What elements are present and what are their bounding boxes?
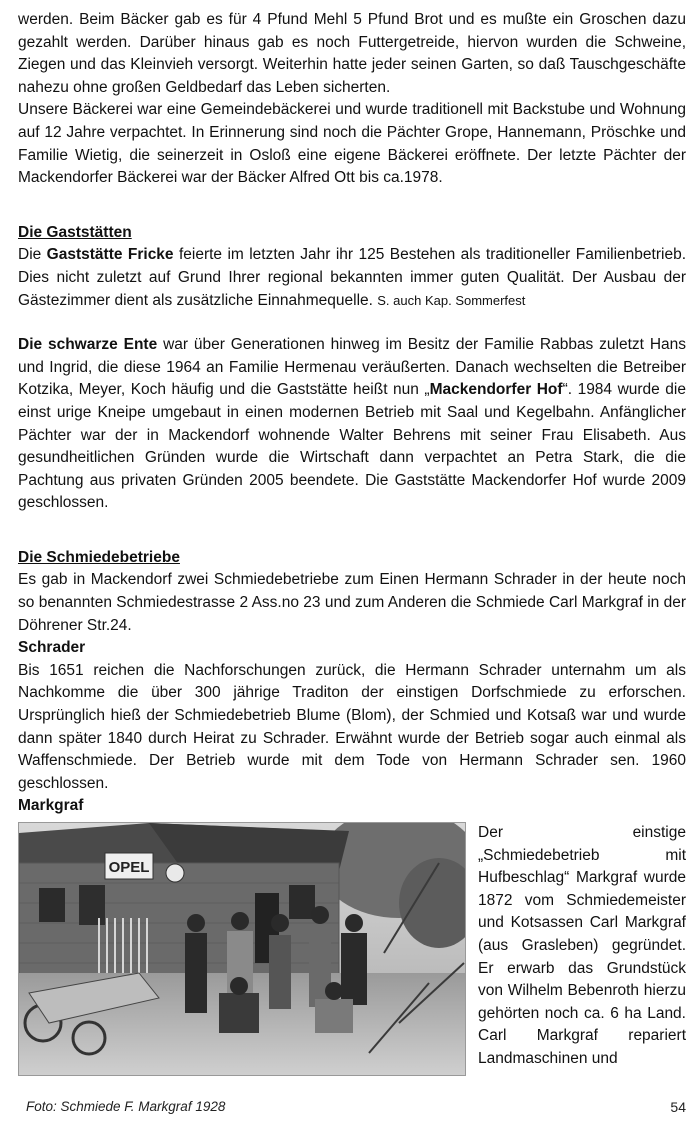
paragraph-schwarze-ente <box>18 334 686 515</box>
paragraph-gaststaette-fricke <box>18 244 686 312</box>
heading-schrader: Schrader <box>18 639 86 657</box>
sign-text: OPEL <box>108 859 150 876</box>
paragraph-markgraf: Der einstige „Schmiedebetrieb mit Hufbeschlag“ Markgraf wurde 1872 vom Schmiedemeister und Kotsassen Carl Markgraf (aus Grasleben) gegründet. Er erwarb das Grundstück von Wilhelm Bebenroth hierzu gehörten noch ca. 6 ha Land. Carl Markgraf repariert Landmaschinen und <box>478 824 686 1067</box>
figure-row <box>18 822 686 1084</box>
page-number: 54 <box>670 1099 686 1115</box>
bold-name-mackendorfer-hof: Mackendorfer Hof <box>429 381 563 399</box>
text-run: feierte im letzten Jahr ihr 125 Bestehen als traditioneller Familienbetrieb. Dies nicht zuletzt auf Grund Ihrer regional bekannten immer guten Qualität. Der Ausbau der Gästezimmer dient als zusätzliche Einnahmequelle. <box>18 246 686 309</box>
heading-markgraf: Markgraf <box>18 797 84 815</box>
heading-schmiedebetriebe: Die Schmiedebetriebe <box>18 548 180 566</box>
text-run: “. 1984 wurde die einst urige Kneipe umgebaut in einen modernen Betrieb mit Saal und Kegelbahn. Anfänglicher Pächter war der in Mackendorf wohnende Walter Behrens mit seiner Frau Elisabeth. Aus gesundheitlichen Gründen wurde die Wirtschaft dann verpachtet an Petra Stark, die die Pachtung aus privaten Gründen 2005 beendete. Die Gaststätte Mackendorfer Hof wurde 2009 geschlossen. <box>18 381 686 512</box>
photo-schmiede-markgraf <box>18 822 466 1076</box>
cross-reference: S. auch Kap. Sommerfest <box>377 292 526 308</box>
text-run: war über Generationen hinweg im Besitz der Familie Rabbas zuletzt Hans und Ingrid, die diese 1964 an Familie Hermenau veräußerten. Danach wechselten die Betreiber Kotzika, Meyer, Koch häufig und die Gaststätte heißt nun „ <box>18 336 687 399</box>
paragraph-schmiedebetriebe: Es gab in Mackendorf zwei Schmiedebetriebe zum Einen Hermann Schrader in der heute noch so benannten Schmiedestrasse 2 Ass.no 23 und zum Anderen die Schmiede Carl Markgraf in der Döhrener Str.24. <box>18 571 686 634</box>
text-run: Die <box>18 246 47 264</box>
bold-name-fricke: Gaststätte Fricke <box>46 246 174 264</box>
bold-name-schwarze-ente: Die schwarze Ente <box>18 336 158 354</box>
photo-illustration <box>19 823 465 1075</box>
paragraph-baeckerei-1: werden. Beim Bäcker gab es für 4 Pfund Mehl 5 Pfund Brot und es mußte ein Groschen dazu gezahlt werden. Darüber hinaus gab es noch Futtergetreide, hiervon wurden die Schweine, Ziegen und das Kleinvieh versorgt. Weiterhin hatte jeder seinen Garten, so daß Tauschgeschäfte nahezu ohne großen Geldbedarf das Leben sicherten. <box>18 11 686 96</box>
paragraph-baeckerei-2: Unsere Bäckerei war eine Gemeindebäckerei und wurde traditionell mit Backstube und Wohnung auf 12 Jahre verpachtet. In Erinnerung sind noch die Pächter Grope, Hannemann, Pröschke und Familie Wietig, die seinerzeit in Osloß eine eigene Bäckerei eröffnete. Der letzte Pächter der Mackendorfer Bäckerei war der Bäcker Alfred Ott bis ca.1978. <box>18 101 686 187</box>
photo-caption: Foto: Schmiede F. Markgraf 1928 <box>26 1099 226 1114</box>
paragraph-schrader: Bis 1651 reichen die Nachforschungen zurück, die Hermann Schrader unternahm um als Nachkomme die über 300 jährige Traditon der einstigen Dorfschmiede zu erforschen. Ursprünglich hieß der Schmiedebetrieb Blume (Blom), der Schmied und Kotsaß war und wurde dann später 1840 durch Heirat zu Schrader. Erwähnt wurde der Betrieb sogar auch einmal als Waffenschmiede. Der Betrieb wurde mit dem Tode von Hermann Schrader sen. 1960 geschlossen. <box>18 661 686 792</box>
heading-gaststaetten: Die Gaststätten <box>18 223 132 241</box>
